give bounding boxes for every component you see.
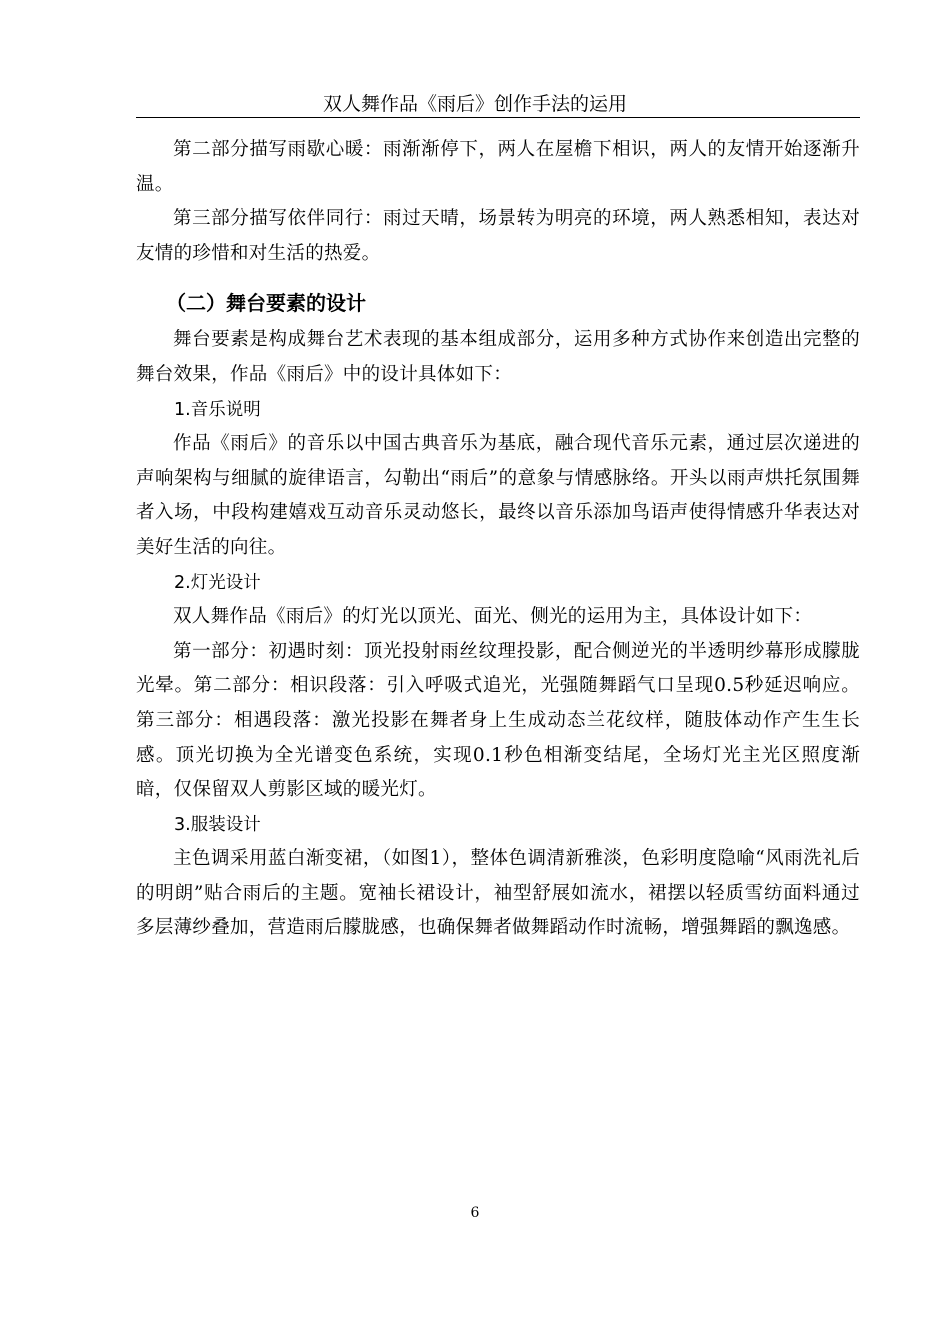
running-header: 双人舞作品《雨后》创作手法的运用 — [322, 93, 627, 115]
paragraph-lighting-intro: 双人舞作品《雨后》的灯光以顶光、面光、侧光的运用为主，具体设计如下： — [173, 606, 813, 628]
section-heading: （二）舞台要素的设计 — [166, 291, 366, 316]
paragraph-music: 作品《雨后》的音乐以中国古典音乐为基底，融合现代音乐元素，通过层次递进的声响架构与细腻的旋律语言，勾勒出“雨后”的意象与情感脉络。开头以雨声烘托氛围舞者入场，中段构建嬉戏互动音乐灵动悠长，最终以音乐添加鸟语声使得情感升华表达对美好生活的向往。 — [136, 433, 860, 558]
paragraph-part-two: 第二部分描写雨歇心暖：雨渐渐停下，两人在屋檐下相识，两人的友情开始逐渐升温。 — [136, 139, 860, 195]
paragraph-stage-elements: 舞台要素是构成舞台艺术表现的基本组成部分，运用多种方式协作来创造出完整的舞台效果，作品《雨后》中的设计具体如下： — [136, 329, 860, 385]
page-number: 6 — [470, 1205, 480, 1221]
paragraph-costume: 主色调采用蓝白渐变裙，（如图1），整体色调清新雅淡，色彩明度隐喻“风雨洗礼后的明朗”贴合雨后的主题。宽袖长裙设计，袖型舒展如流水，裙摆以轻质雪纺面料通过多层薄纱叠加，营造雨后朦胧感，也确保舞者做舞蹈动作时流畅，增强舞蹈的飘逸感。 — [136, 848, 860, 939]
header-divider — [136, 117, 860, 118]
paragraph-lighting-details: 第一部分：初遇时刻：顶光投射雨丝纹理投影，配合侧逆光的半透明纱幕形成朦胧光晕。第二部分：相识段落：引入呼吸式追光，光强随舞蹈气口呈现0.5秒延迟响应。第三部分：相遇段落：激光投影在舞者身上生成动态兰花纹样，随肢体动作产生生长感。顶光切换为全光谱变色系统，实现0.1秒色相渐变结尾，全场灯光主光区照度渐暗，仅保留双人剪影区域的暖光灯。 — [136, 640, 860, 801]
subheading-lighting: 2.灯光设计 — [174, 572, 261, 593]
subheading-music: 1.音乐说明 — [174, 399, 261, 420]
page-body — [136, 133, 860, 946]
paragraph-part-three: 第三部分描写依伴同行：雨过天晴，场景转为明亮的环境，两人熟悉相知，表达对友情的珍惜和对生活的热爱。 — [136, 208, 860, 264]
subheading-costume: 3.服装设计 — [174, 814, 261, 835]
